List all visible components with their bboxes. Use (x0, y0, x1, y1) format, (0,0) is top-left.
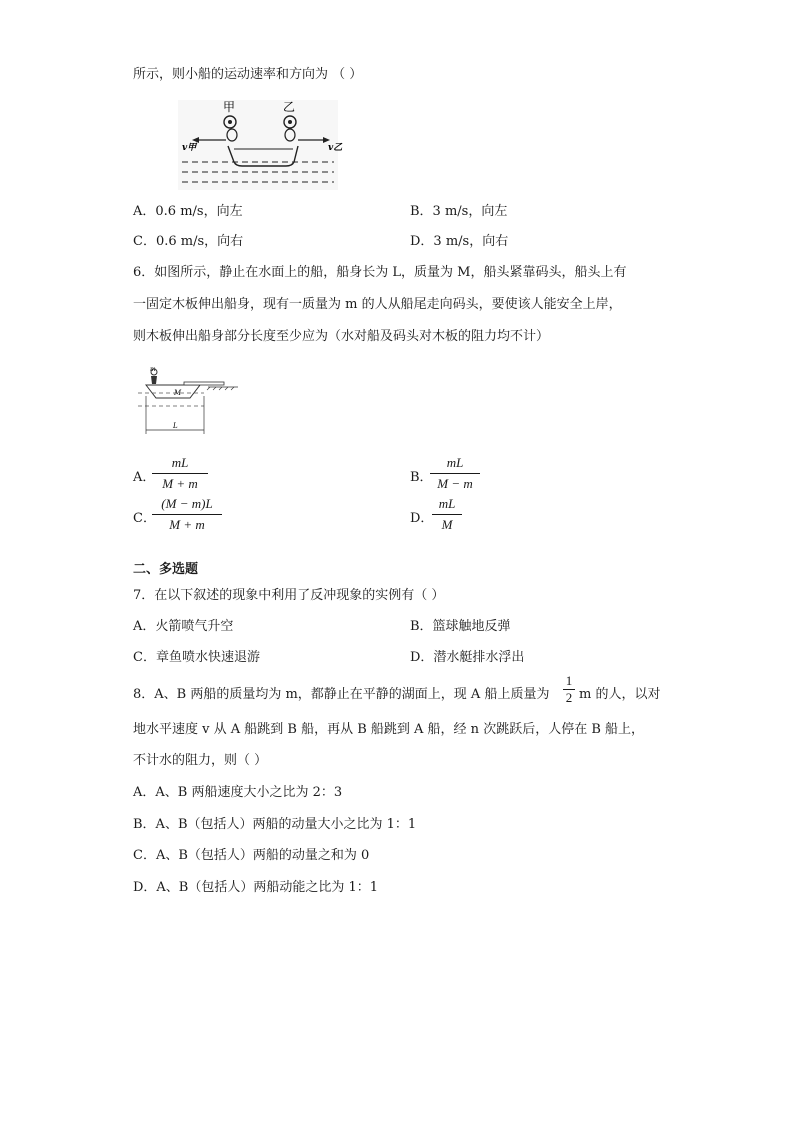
q6-option-a-numerator: mL (152, 455, 208, 474)
q8-half-fraction (563, 673, 575, 706)
q6-boat-dock-figure (138, 366, 238, 436)
q7-option-d: D．潜水艇排水浮出 (410, 650, 525, 665)
q6-option-a-label: A． (133, 470, 156, 485)
q8-option-d: D．A、B（包括人）两船动能之比为 1：1 (133, 880, 379, 895)
q6-option-d-label: D． (410, 511, 434, 526)
label-L: L (173, 422, 178, 430)
q6-option-c-fraction (152, 496, 222, 533)
q8-option-b: B．A、B（包括人）两船的动量大小之比为 1：1 (133, 817, 417, 832)
q6-option-a-fraction (152, 455, 208, 492)
q8-line-1b: m 的人，以对 (579, 687, 661, 702)
label-v-yi: v乙 (328, 143, 343, 153)
label-yi: 乙 (283, 100, 296, 114)
section-title-multiple-choice: 二、多选题 (133, 562, 199, 577)
q6-line-2: 一固定木板伸出船身，现有一质量为 m 的人从船尾走向码头，要使该人能安全上岸， (133, 297, 622, 312)
q7-option-c: C．章鱼喷水快速退游 (133, 650, 260, 665)
q6-option-d-numerator: mL (432, 496, 462, 515)
q6-option-c-label: C． (133, 511, 156, 526)
q5-option-b: B．3 m/s，向左 (410, 204, 508, 219)
q6-option-d-denominator: M (441, 517, 453, 532)
q6-option-b-denominator: M − m (437, 476, 473, 491)
q6-option-b-numerator: mL (430, 455, 480, 474)
q8-half-numerator: 1 (563, 673, 575, 690)
q5-stem-tail: 所示，则小船的运动速率和方向为 （ ） (133, 67, 363, 82)
q5-option-d: D．3 m/s，向右 (410, 234, 509, 249)
q5-option-a: A．0.6 m/s，向左 (133, 204, 243, 219)
q8-line-1a: 8．A、B 两船的质量均为 m，都静止在平静的湖面上，现 A 船上质量为 (133, 687, 550, 702)
q6-option-a-denominator: M + m (162, 476, 198, 491)
q7-option-a: A．火箭喷气升空 (133, 619, 234, 634)
q6-option-b-label: B． (410, 470, 433, 485)
q8-half-denominator: 2 (565, 690, 573, 705)
q6-option-c-numerator: (M − m)L (152, 496, 222, 515)
q7-stem: 7．在以下叙述的现象中利用了反冲现象的实例有（ ） (133, 588, 445, 603)
label-v-jia: v甲 (182, 143, 197, 153)
q6-line-1: 6．如图所示，静止在水面上的船，船身长为 L，质量为 M，船头紧靠码头，船头上有 (133, 265, 627, 280)
q5-boat-figure (178, 100, 343, 190)
q6-option-b-fraction (430, 455, 480, 492)
q5-option-c: C．0.6 m/s，向右 (133, 234, 244, 249)
q6-option-d-fraction (432, 496, 462, 533)
q8-line-3: 不计水的阻力，则（ ） (133, 753, 268, 768)
q6-line-3: 则木板伸出船身部分长度至少应为（水对船及码头对木板的阻力均不计） (133, 329, 550, 344)
q7-option-b: B．篮球触地反弹 (410, 619, 511, 634)
label-m: m (150, 366, 156, 373)
label-M: M (174, 389, 182, 397)
q6-option-c-denominator: M + m (169, 517, 205, 532)
q8-option-a: A．A、B 两船速度大小之比为 2：3 (133, 785, 343, 800)
q8-line-2: 地水平速度 v 从 A 船跳到 B 船，再从 B 船跳到 A 船，经 n 次跳跃后，人停在 B 船上， (133, 722, 645, 737)
q8-option-c: C．A、B（包括人）两船的动量之和为 0 (133, 848, 370, 863)
label-jia: 甲 (223, 100, 236, 114)
